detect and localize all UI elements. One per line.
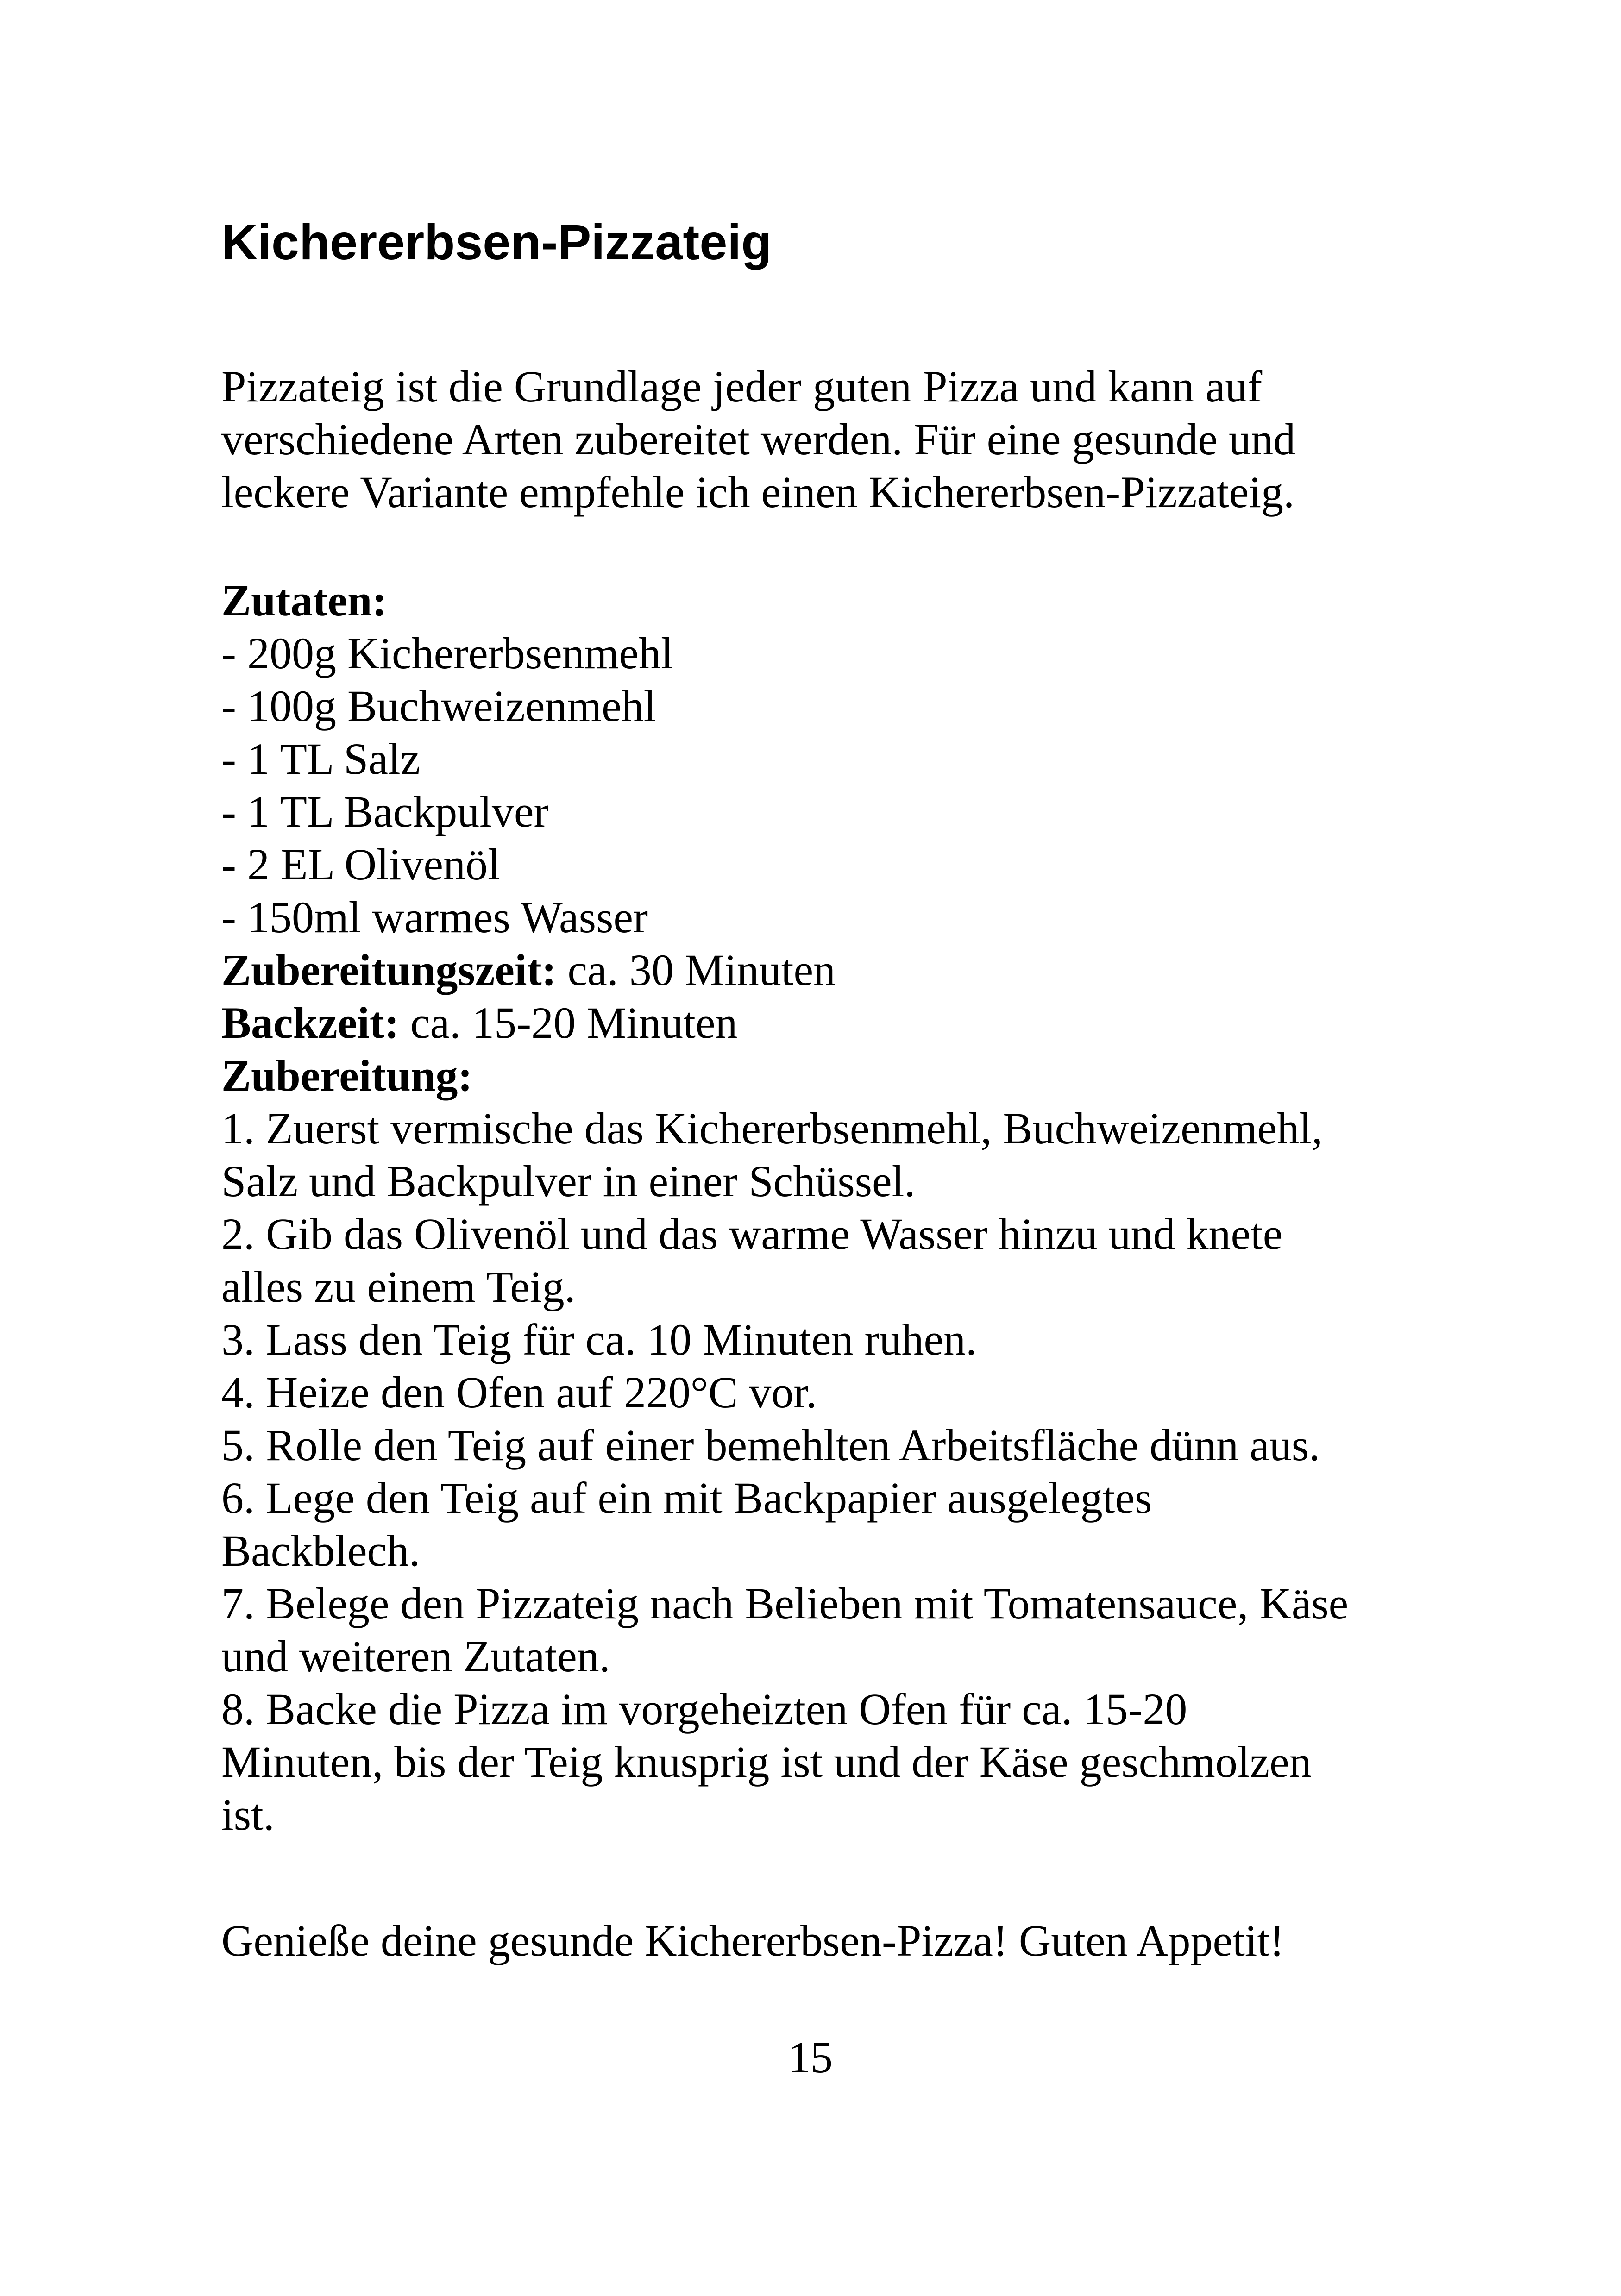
step-line: 5. Rolle den Teig auf einer bemehlten Arbeitsfläche dünn aus.	[221, 1420, 1320, 1470]
step-line: und weiteren Zutaten.	[221, 1631, 610, 1681]
bake-time-label: Backzeit:	[221, 998, 399, 1048]
step-line: Backblech.	[221, 1526, 421, 1575]
step-line: 6. Lege den Teig auf ein mit Backpapier ausgelegtes	[221, 1473, 1152, 1523]
ingredient-item: - 200g Kichererbsenmehl	[221, 628, 673, 678]
step-line: 1. Zuerst vermische das Kichererbsenmehl, Buchweizenmehl,	[221, 1104, 1323, 1153]
step-line: Minuten, bis der Teig knusprig ist und der Käse geschmolzen	[221, 1737, 1312, 1787]
steps-heading: Zubereitung:	[221, 1051, 473, 1100]
bake-time-value: ca. 15-20 Minuten	[399, 998, 738, 1048]
step-line: 7. Belege den Pizzateig nach Belieben mit Tomatensauce, Käse	[221, 1579, 1349, 1628]
ingredient-item: - 2 EL Olivenöl	[221, 840, 500, 889]
step-line: Salz und Backpulver in einer Schüssel.	[221, 1156, 916, 1206]
ingredient-item: - 100g Buchweizenmehl	[221, 681, 656, 731]
step-line: alles zu einem Teig.	[221, 1262, 576, 1311]
intro-paragraph	[221, 360, 1472, 519]
ingredient-item: - 1 TL Salz	[221, 734, 421, 784]
intro-line: verschiedene Arten zubereitet werden. Für eine gesunde und	[221, 414, 1296, 464]
intro-line: Pizzateig ist die Grundlage jeder guten Pizza und kann auf	[221, 362, 1263, 411]
ingredients-heading: Zutaten:	[221, 576, 387, 625]
ingredient-item: - 150ml warmes Wasser	[221, 892, 648, 942]
prep-time-value: ca. 30 Minuten	[556, 945, 836, 995]
step-line: 3. Lass den Teig für ca. 10 Minuten ruhen.	[221, 1315, 977, 1364]
closing-text: Genieße deine gesunde Kichererbsen-Pizza! Guten Appetit!	[221, 1916, 1285, 1965]
step-line: ist.	[221, 1790, 275, 1839]
prep-time-label: Zubereitungszeit:	[221, 945, 557, 995]
ingredient-item: - 1 TL Backpulver	[221, 787, 549, 836]
page-title: Kichererbsen-Pizzateig	[221, 214, 772, 270]
step-line: 8. Backe die Pizza im vorgeheizten Ofen für ca. 15-20	[221, 1684, 1187, 1734]
page-number: 15	[788, 2033, 833, 2082]
prep-time-line	[221, 944, 1472, 997]
closing-line	[221, 1914, 1472, 1967]
intro-line: leckere Variante empfehle ich einen Kichererbsen-Pizzateig.	[221, 467, 1295, 517]
bake-time-line	[221, 997, 1472, 1049]
step-line: 4. Heize den Ofen auf 220°C vor.	[221, 1368, 817, 1417]
recipe-section	[221, 574, 1472, 1841]
step-line: 2. Gib das Olivenöl und das warme Wasser hinzu und knete	[221, 1209, 1283, 1259]
